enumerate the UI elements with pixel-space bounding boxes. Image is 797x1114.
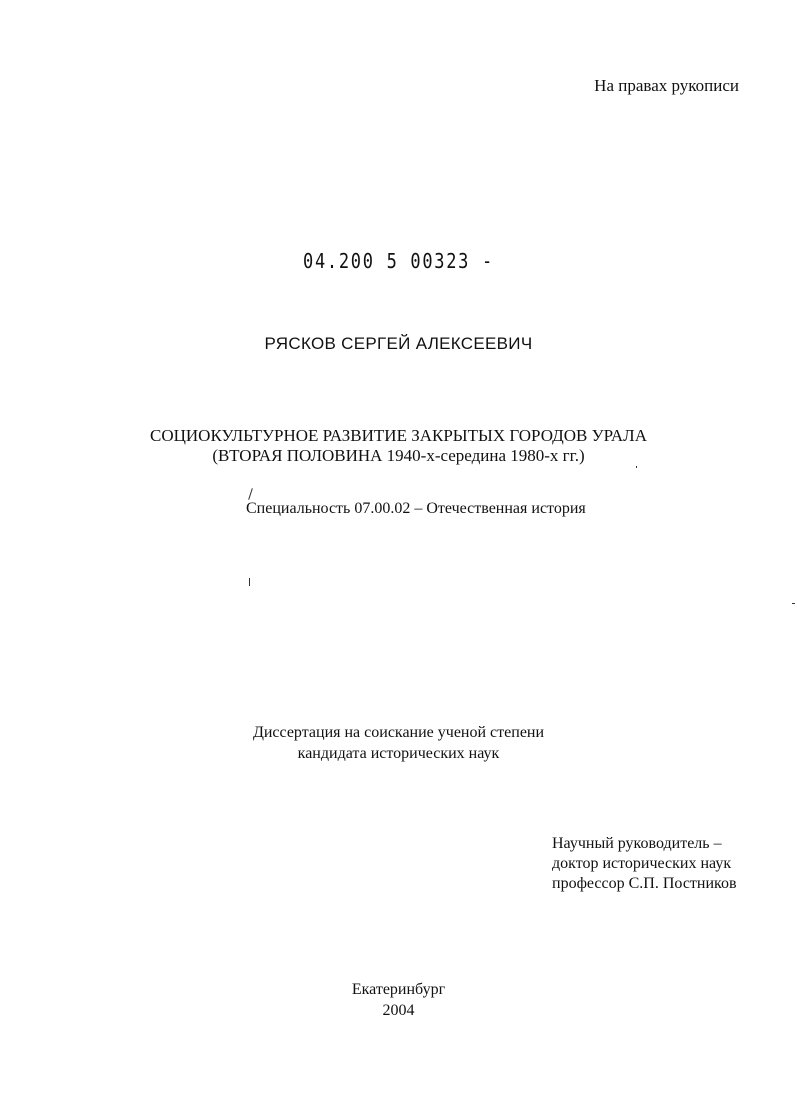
- rights-note: На правах рукописи: [594, 76, 739, 95]
- scan-mark-edge: [792, 603, 795, 604]
- registration-stamp: 04.200 5 00323 -: [303, 249, 494, 273]
- title-line-2: (ВТОРАЯ ПОЛОВИНА 1940-х-середина 1980-х гг.): [212, 446, 585, 465]
- title-line-1: СОЦИОКУЛЬТУРНОЕ РАЗВИТИЕ ЗАКРЫТЫХ ГОРОДОВ УРАЛА: [150, 426, 647, 445]
- degree-line-1: Диссертация на соискание ученой степени: [252, 724, 545, 741]
- advisor-line-1: Научный руководитель –: [552, 835, 722, 852]
- specialty: Специальность 07.00.02 – Отечественная история: [246, 500, 586, 517]
- advisor-line-3: профессор С.П. Постников: [552, 875, 737, 892]
- degree-line-2: кандидата исторических наук: [297, 745, 500, 762]
- scan-mark-dot: [636, 466, 637, 468]
- author-name: РЯСКОВ СЕРГЕЙ АЛЕКСЕЕВИЧ: [264, 334, 533, 353]
- city: Екатеринбург: [351, 981, 446, 998]
- scan-mark-tick: [249, 578, 250, 586]
- scan-mark-pen-stroke: [248, 488, 253, 500]
- dissertation-title: [0, 426, 797, 466]
- degree-statement: [0, 722, 797, 764]
- advisor-info: [552, 834, 737, 894]
- advisor-line-2: доктор исторических наук: [552, 855, 732, 872]
- place-and-year: [0, 979, 797, 1021]
- year: 2004: [382, 1002, 415, 1019]
